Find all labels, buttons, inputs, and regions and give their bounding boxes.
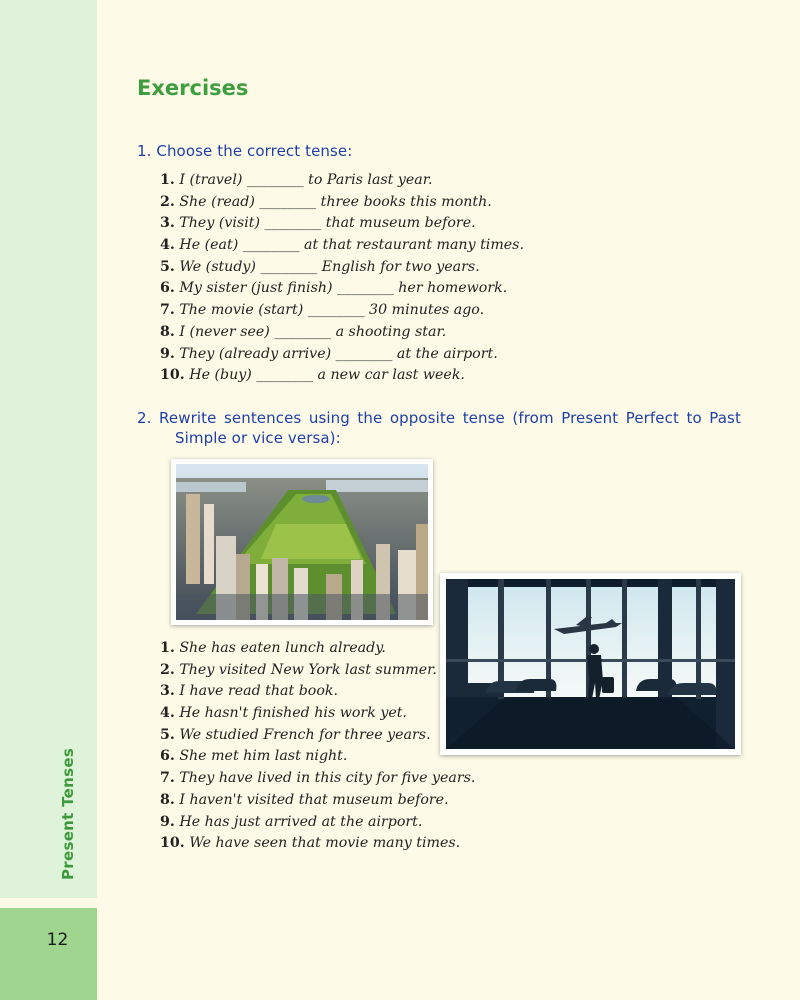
exercise-item-text: I have read that book.	[179, 683, 338, 700]
exercise-item-number: 8.	[160, 323, 175, 340]
exercise-item	[160, 344, 524, 366]
exercise-item-text: He hasn't finished his work yet.	[179, 705, 407, 722]
exercise-item	[160, 833, 475, 855]
exercise-item-number: 8.	[160, 791, 175, 808]
exercise-item-number: 2.	[160, 661, 175, 678]
exercise-item-text: I haven't visited that museum before.	[179, 791, 449, 808]
exercise-item-number: 5.	[160, 258, 175, 275]
exercise-item	[160, 703, 475, 725]
section-2-title-word: opposite	[389, 409, 456, 427]
exercise-item	[160, 812, 475, 834]
exercise-item-text: She has eaten lunch already.	[179, 640, 386, 656]
section-2-title-word: (from	[512, 409, 554, 427]
exercise-item-number: 4.	[160, 705, 175, 722]
section-1-list	[160, 170, 524, 387]
exercise-item	[160, 300, 524, 322]
sidebar	[0, 0, 97, 1000]
exercise-item-number: 7.	[160, 770, 175, 787]
section-2-title-line2: Simple or vice versa):	[175, 429, 341, 447]
exercise-item	[160, 257, 524, 279]
exercise-item	[160, 681, 475, 703]
exercise-item-text: They visited New York last summer.	[179, 661, 437, 678]
section-1-title: 1. Choose the correct tense:	[137, 142, 353, 160]
exercise-item-text: They (already arrive) ________ at the airport.	[179, 345, 498, 362]
sidebar-divider	[0, 898, 97, 908]
exercise-item-text: I (never see) ________ a shooting star.	[179, 323, 447, 340]
exercise-item-number: 9.	[160, 345, 175, 362]
exercise-item	[160, 660, 475, 682]
exercise-item-number: 6.	[160, 280, 175, 297]
exercise-item	[160, 192, 524, 214]
exercise-item-number: 7.	[160, 302, 175, 319]
exercise-item	[160, 638, 475, 660]
exercise-item	[160, 278, 524, 300]
exercise-item	[160, 213, 524, 235]
page-heading: Exercises	[137, 76, 249, 100]
exercise-item	[160, 365, 524, 387]
exercise-item	[160, 322, 524, 344]
exercise-item	[160, 790, 475, 812]
exercise-item-number: 10.	[160, 835, 185, 852]
section-2-title-word: using	[308, 409, 350, 427]
page-number: 12	[46, 930, 69, 950]
exercise-item-number: 3.	[160, 215, 175, 232]
section-2-title-word: Rewrite	[159, 409, 217, 427]
exercise-item-text: The movie (start) ________ 30 minutes ago.	[179, 302, 485, 319]
exercise-item	[160, 170, 524, 192]
exercise-item-number: 1.	[160, 640, 175, 656]
sidebar-chapter-title: Present Tenses	[59, 747, 77, 880]
section-2-title-line1	[137, 408, 741, 428]
exercise-item-text: He (eat) ________ at that restaurant many times.	[179, 237, 524, 254]
exercise-item-text: He has just arrived at the airport.	[179, 813, 423, 830]
section-2-title-word: tense	[462, 409, 505, 427]
section-2-title-word: to	[686, 409, 702, 427]
section-2-title-word: the	[357, 409, 383, 427]
exercise-item-number: 5.	[160, 726, 175, 743]
exercise-item-text: I (travel) ________ to Paris last year.	[179, 172, 433, 188]
exercise-item-number: 3.	[160, 683, 175, 700]
exercise-item	[160, 235, 524, 257]
exercise-item-text: We studied French for three years.	[179, 726, 431, 743]
exercise-item-text: They (visit) ________ that museum before.	[179, 215, 476, 232]
exercise-item-number: 1.	[160, 172, 175, 188]
exercise-item-text: We (study) ________ English for two years.	[179, 258, 480, 275]
section-2-title-word: Present	[561, 409, 619, 427]
central-park-photo	[171, 459, 433, 625]
exercise-item-text: We have seen that movie many times.	[189, 835, 461, 852]
exercise-item-text: My sister (just finish) ________ her homework.	[179, 280, 508, 297]
exercise-item	[160, 725, 475, 747]
section-2-title	[137, 408, 741, 448]
section-2-list	[160, 638, 475, 855]
exercise-item	[160, 746, 475, 768]
exercise-item-text: She met him last night.	[179, 748, 348, 765]
exercise-item-text: He (buy) ________ a new car last week.	[189, 367, 465, 384]
exercise-item-number: 6.	[160, 748, 175, 765]
exercise-item-number: 2.	[160, 193, 175, 210]
exercise-item	[160, 768, 475, 790]
airport-terminal-photo	[440, 573, 741, 755]
exercise-item-number: 4.	[160, 237, 175, 254]
section-2-title-word: sentences	[223, 409, 302, 427]
exercise-item-text: She (read) ________ three books this month.	[179, 193, 492, 210]
page-number-box	[0, 908, 97, 1000]
section-2-title-word: Past	[709, 409, 741, 427]
section-2-title-word: 2.	[137, 409, 152, 427]
exercise-item-text: They have lived in this city for five years.	[179, 770, 476, 787]
exercise-item-number: 9.	[160, 813, 175, 830]
section-2-title-word: Perfect	[625, 409, 679, 427]
exercise-item-number: 10.	[160, 367, 185, 384]
